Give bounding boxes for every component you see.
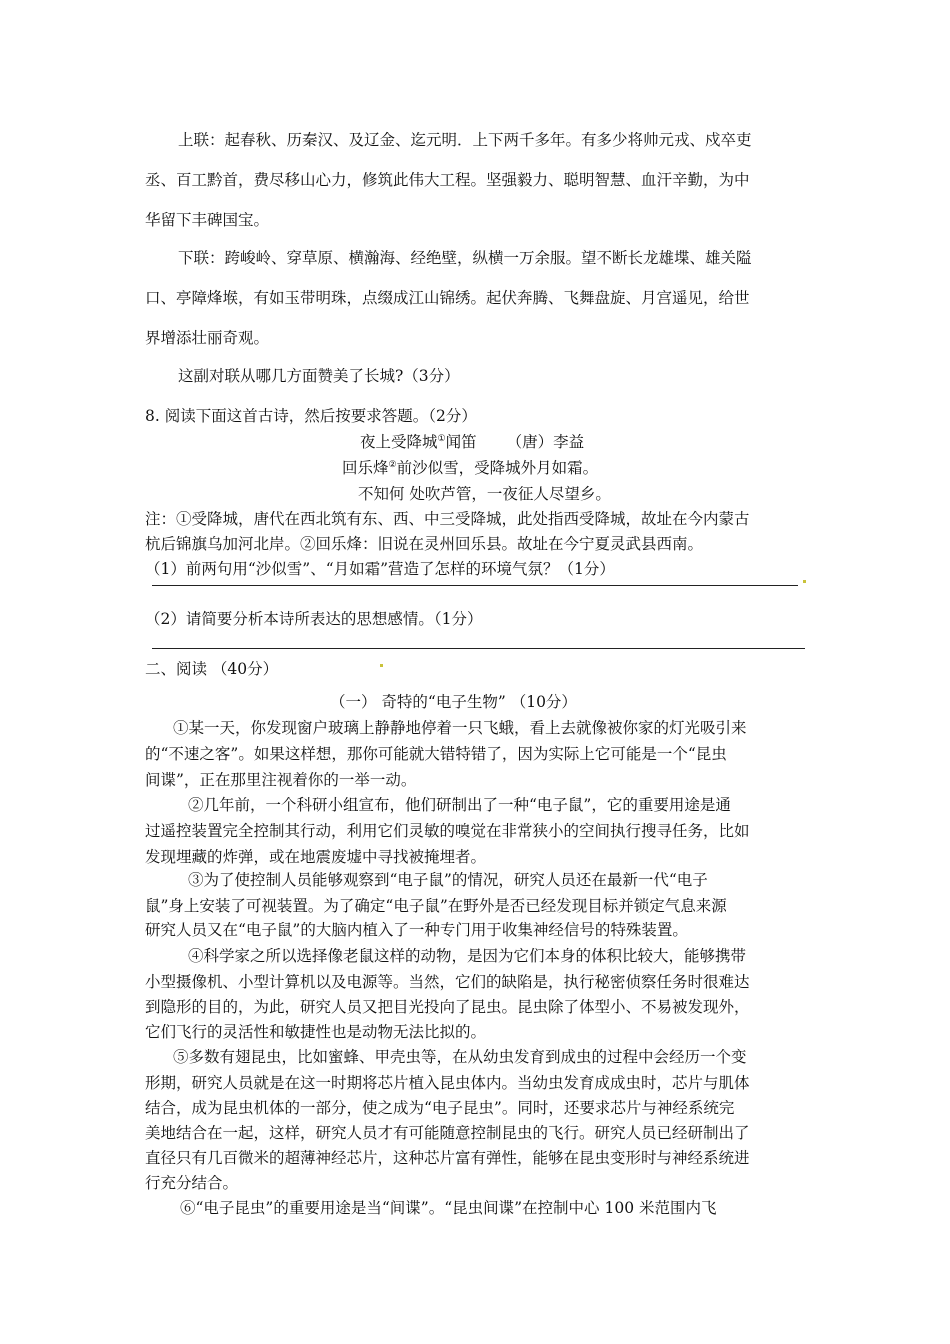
- passage-line: 过遥控装置完全控制其行动，利用它们灵敏的嗅觉在非常狭小的空间执行搜寻任务，比如: [145, 822, 750, 840]
- passage-line: 的“不速之客”。如果这样想，那你可能就大错特错了，因为实际上它可能是一个“昆虫: [145, 745, 727, 763]
- stray-dot: [380, 664, 383, 667]
- poem-line-2: 不知何 处吹芦管，一夜征人尽望乡。: [358, 485, 611, 503]
- lower-couplet-line-1: 下联：跨峻岭、穿草原、横瀚海、经绝壁，纵横一万余服。望不断长龙雄堞、雄关隘: [178, 249, 752, 267]
- lower-couplet-line-3: 界增添壮丽奇观。: [145, 329, 270, 347]
- poem-author: （唐）李益: [506, 433, 585, 451]
- q8-sub-question-2: （2）请简要分析本诗所表达的思想感情。（1分）: [145, 610, 483, 628]
- upper-couplet-line-3: 华留下丰碑国宝。: [145, 211, 270, 229]
- passage-line: 鼠”身上安装了可视装置。为了确定“电子鼠”在野外是否已经发现目标并锁定气息来源: [145, 897, 727, 915]
- passage-line: 形期，研究人员就是在这一时期将芯片植入昆虫体内。当幼虫发育成成虫时，芯片与肌体: [145, 1074, 750, 1092]
- poem-line-1: [342, 456, 598, 478]
- passage-line: ③为了使控制人员能够观察到“电子鼠”的情况，研究人员还在最新一代“电子: [188, 871, 708, 889]
- poem-title-part-b: 闻笛: [445, 433, 477, 451]
- passage-line: 到隐形的目的，为此，研究人员又把目光投向了昆虫。昆虫除了体型小、不易被发现外，: [145, 998, 750, 1016]
- upper-couplet-line-2: 丞、百工黔首，费尽移山心力，修筑此伟大工程。坚强毅力、聪明智慧、血汗辛勤，为中: [145, 171, 750, 189]
- passage-line: ②几年前，一个科研小组宣布，他们研制出了一种“电子鼠”，它的重要用途是通: [188, 796, 731, 814]
- passage-line: 结合，成为昆虫机体的一部分，使之成为“电子昆虫”。同时，还要求芯片与神经系统完: [145, 1099, 735, 1117]
- q8-sub-question-1: （1）前两句用“沙似雪”、“月如霜”营造了怎样的环境气氛？（1分）: [145, 560, 615, 578]
- poem-title-part-a: 夜上受降城: [360, 433, 438, 451]
- upper-couplet-line-1: 上联：起春秋、历秦汉、及辽金、迄元明．上下两千多年。有多少将帅元戎、戍卒吏: [178, 131, 752, 149]
- passage-line: ⑤多数有翅昆虫，比如蜜蜂、甲壳虫等，在从幼虫发育到成虫的过程中会经历一个变: [173, 1048, 747, 1066]
- answer-line-1[interactable]: [152, 585, 798, 586]
- poem-note-1: 注：①受降城，唐代在西北筑有东、西、中三受降城，此处指西受降城，故址在今内蒙古: [145, 510, 750, 528]
- poem-line-1-part-b: 前沙似雪，受降城外月如霜。: [396, 459, 599, 477]
- passage-line: ④科学家之所以选择像老鼠这样的动物，是因为它们本身的体积比较大，能够携带: [188, 947, 747, 965]
- poem-title: [360, 430, 584, 452]
- note-mark-1: ①: [437, 433, 446, 444]
- passage-line: ①某一天，你发现窗户玻璃上静静地停着一只飞蛾，看上去就像被你家的灯光吸引来: [173, 719, 747, 737]
- passage-line: 研究人员又在“电子鼠”的大脑内植入了一种专门用于收集神经信号的特殊装置。: [145, 921, 688, 939]
- stray-dot: [803, 580, 806, 583]
- passage-line: 直径只有几百微米的超薄神经芯片，这种芯片富有弹性，能够在昆虫变形时与神经系统进: [145, 1149, 750, 1167]
- passage-line: 行充分结合。: [145, 1174, 239, 1192]
- passage-line: 美地结合在一起，这样，研究人员才有可能随意控制昆虫的飞行。研究人员已经研制出了: [145, 1124, 750, 1142]
- q8-stem: 8. 阅读下面这首古诗，然后按要求答题。（2分）: [145, 407, 477, 425]
- passage-line: 它们飞行的灵活性和敏捷性也是动物无法比拟的。: [145, 1023, 487, 1041]
- passage-line: 发现埋藏的炸弹，或在地震废墟中寻找被掩埋者。: [145, 848, 487, 866]
- passage-line: ⑥“电子昆虫”的重要用途是当“间谍”。“昆虫间谍”在控制中心 100 米范围内飞: [180, 1199, 717, 1217]
- passage-line: 间谍”，正在那里注视着你的一举一动。: [145, 771, 417, 789]
- passage-line: 小型摄像机、小型计算机以及电源等。当然，它们的缺陷是，执行秘密侦察任务时很难达: [145, 973, 750, 991]
- couplet-question: 这副对联从哪几方面赞美了长城?（3分）: [178, 367, 460, 385]
- lower-couplet-line-2: 口、亭障烽堠，有如玉带明珠，点缀成江山锦绣。起伏奔腾、飞舞盘旋、月宫遥见，给世: [145, 289, 750, 307]
- poem-line-1-part-a: 回乐烽: [342, 459, 389, 477]
- section-heading: 二、阅读 （40分）: [145, 660, 279, 678]
- poem-note-2: 杭后锦旗乌加河北岸。②回乐烽：旧说在灵州回乐县。故址在今宁夏灵武县西南。: [145, 535, 704, 553]
- note-mark-2: ②: [388, 459, 397, 470]
- passage-title: （一） 奇特的“电子生物” （10分）: [330, 693, 577, 711]
- answer-line-2[interactable]: [152, 648, 805, 649]
